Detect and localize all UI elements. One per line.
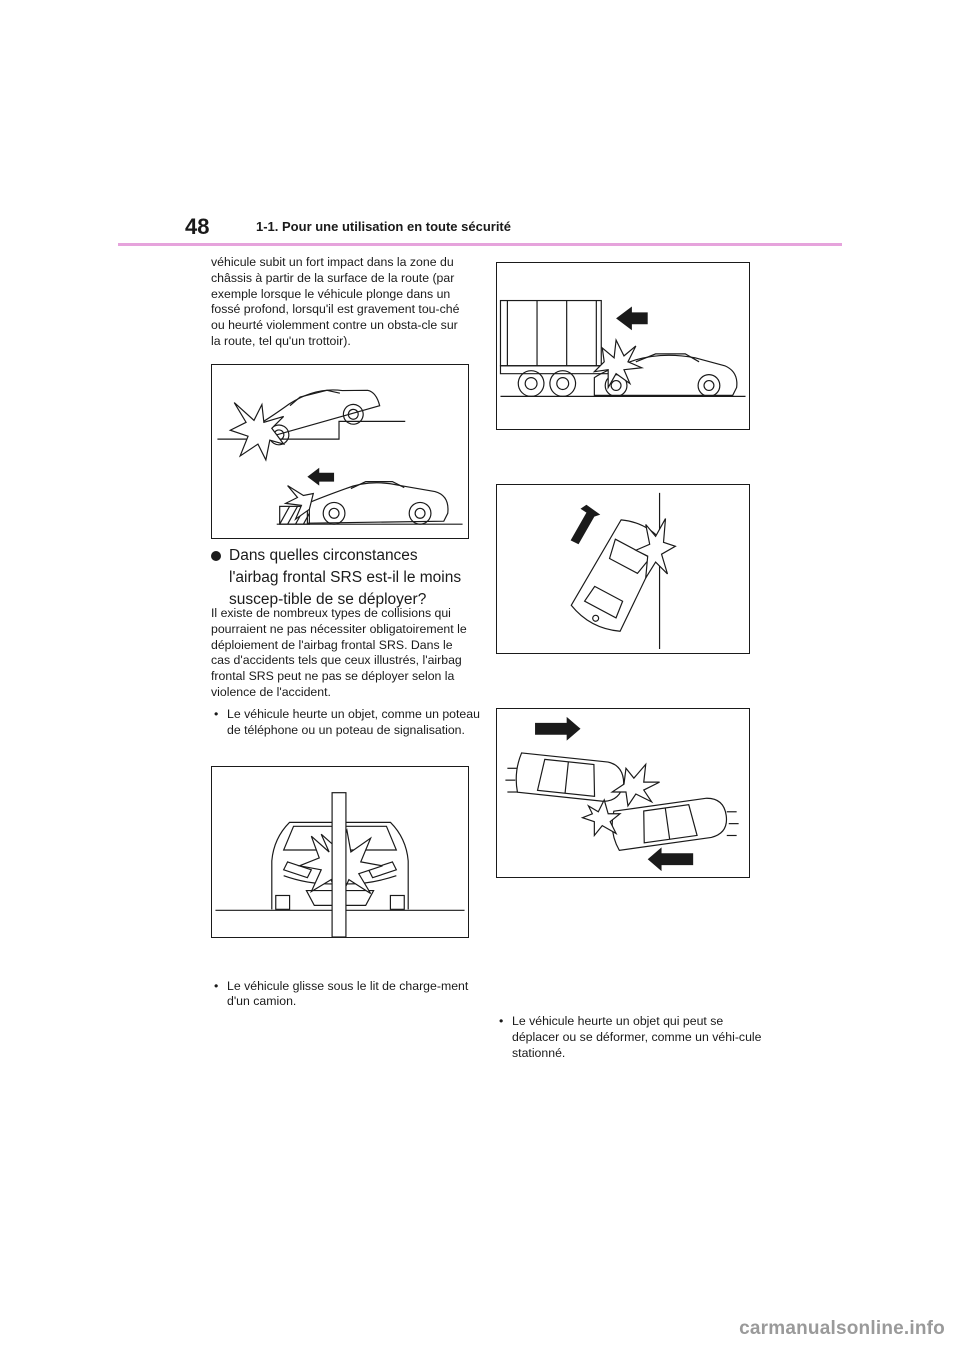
bullet-movable-object: • Le véhicule heurte un objet qui peut se déplacer ou se déformer, comme un véhi-cule stationné. — [496, 1014, 766, 1061]
figure-truck-underride — [496, 262, 750, 430]
offset-collision-illustration — [497, 709, 749, 877]
intro-paragraph: véhicule subit un fort impact dans la zone du châssis à partir de la surface de la route (par exemple lorsque le véhicule plonge dans un fossé profond, lorsqu'il est gravement tou-ché ou heurté violemment contre un obsta-cle sur la route, tel qu'un trottoir). — [211, 255, 460, 348]
figure-offset-collision — [496, 708, 750, 878]
page-number: 48 — [185, 214, 210, 239]
bullet-truck: • Le véhicule glisse sous le lit de charge-ment d'un camion. — [211, 979, 485, 1011]
oblique-collision-illustration — [497, 485, 749, 653]
arrow-left-icon — [307, 468, 334, 486]
arrow-right-icon — [535, 717, 580, 741]
bullet-dot-icon — [211, 551, 221, 561]
arrow-up-right-icon — [571, 505, 601, 545]
explanation-paragraph: Il existe de nombreux types de collisions qui pourraient ne pas nécessiter obligatoirement le déploiement de l'airbag frontal SRS. Dans le cas d'accidents tels que ceux illustrés, l'airbag frontal SRS peut ne pas se déployer selon la violence de l'accident. — [211, 606, 467, 699]
curb-impact-illustration — [212, 365, 468, 538]
watermark-logo: carmanualsonline.info — [739, 1318, 945, 1339]
arrow-left-icon — [648, 847, 693, 871]
arrow-left-icon — [616, 306, 648, 330]
bullet-pole: • Le véhicule heurte un objet, comme un poteau de téléphone ou un poteau de signalisation. — [211, 707, 485, 739]
question-text: Dans quelles circonstances l'airbag frontal SRS est-il le moins suscep-tible de se déployer? — [229, 547, 462, 608]
figure-pole-impact — [211, 766, 469, 938]
pole-impact-illustration — [212, 767, 468, 937]
truck-underride-illustration — [497, 263, 749, 429]
header-divider — [118, 243, 842, 246]
figure-curb-impact — [211, 364, 469, 539]
section-title: 1-1. Pour une utilisation en toute sécurité — [256, 219, 511, 234]
pole — [332, 793, 346, 937]
question-heading — [211, 545, 469, 611]
figure-oblique-collision — [496, 484, 750, 654]
